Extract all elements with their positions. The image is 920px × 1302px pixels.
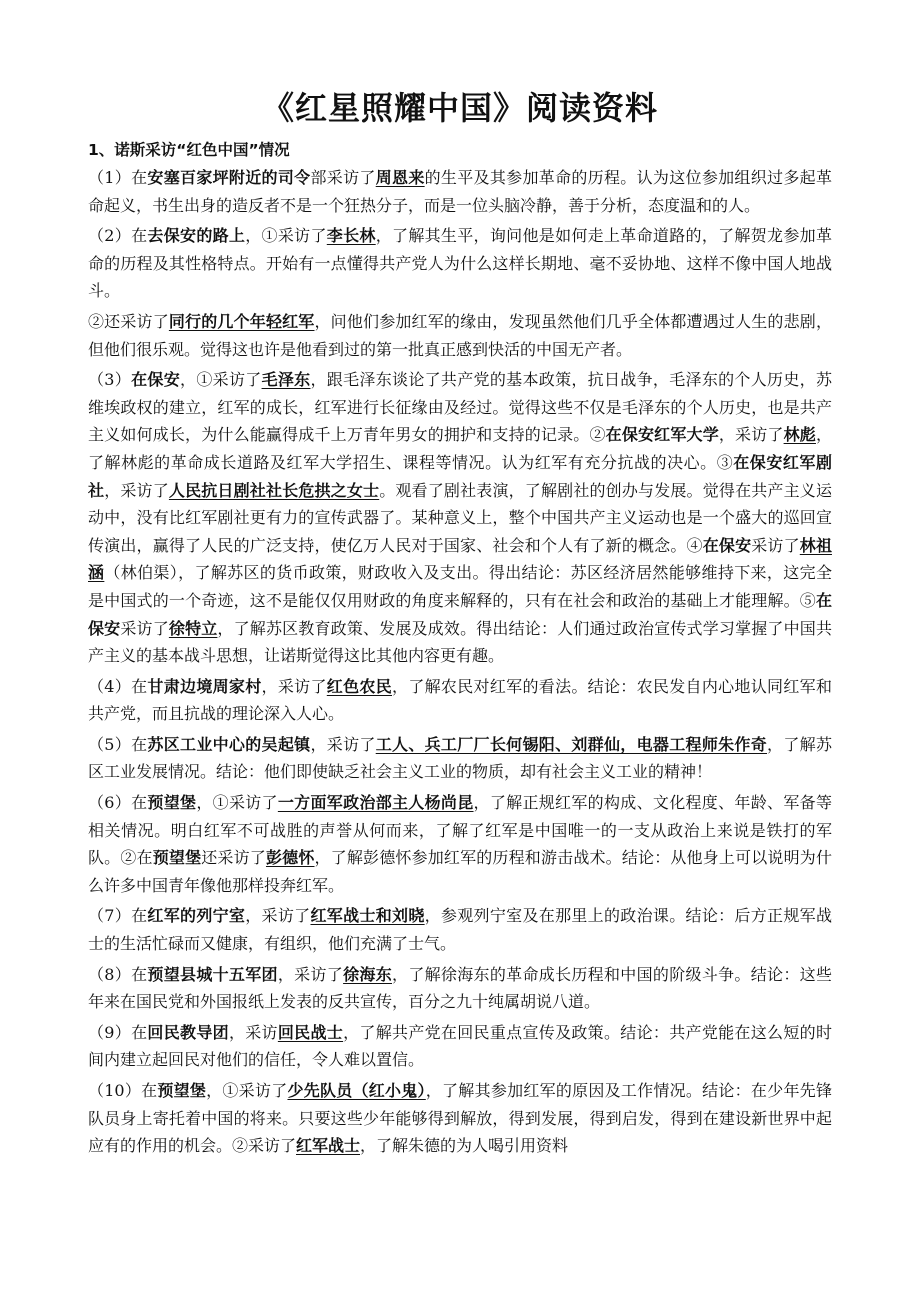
paragraph	[88, 366, 832, 670]
bold-location-text: 预望县城十五军团	[147, 964, 278, 984]
bold-location-text: 回民教导团	[147, 1022, 229, 1042]
paragraph-text: （1）在	[88, 168, 148, 187]
paragraph-text: （林伯渠），了解苏区的货币政策，财政收入及支出。得出结论：苏区经济居然能够维持下来，这完全是中国式的一个奇迹，这不是能仅仅用财政的角度来解释的，只有在社会和政治的基础上才能理解。⑤	[88, 563, 832, 610]
underlined-person-text: 一方面军政治部主人杨尚昆	[277, 793, 474, 813]
paragraph-text: （4）在	[88, 676, 148, 696]
bold-location-text: 预望堡	[147, 793, 197, 813]
bold-location-text: 苏区工业中心的吴起镇	[147, 734, 311, 754]
paragraph-text: ，①采访了	[206, 1081, 288, 1100]
paragraph-text: ，采访	[228, 1022, 278, 1042]
paragraph-text: （10）在	[88, 1081, 158, 1100]
bold-location-text: 预望堡	[152, 848, 202, 868]
paragraph-text: ，了解苏区工业发展情况。结论：他们即使缺乏社会主义工业的物质，却有社会主义工业的精神！	[88, 734, 832, 782]
bold-location-text: 在保安	[702, 535, 752, 555]
paragraph-text: （2）在	[88, 226, 148, 246]
paragraph-text: ，了解农民对红军的看法。结论：农民发自内心地认同红军和共产党，而且抗战的理论深入人心。	[88, 676, 832, 724]
paragraph	[88, 902, 832, 957]
bold-location-text: 甘肃边境周家村	[147, 676, 262, 696]
paragraph-text: ，问他们参加红军的缘由，发现虽然他们几乎全体都遭遇过人生的悲剧，但他们很乐观。觉得这也许是他看到过的第一批真正感到快活的中国无产者。	[88, 311, 832, 359]
paragraph-text: ，采访了	[104, 480, 169, 500]
paragraph-text: 采访了	[751, 535, 800, 555]
underlined-person-text: 李长林	[326, 226, 376, 246]
paragraph-text: ，采访了	[261, 676, 327, 696]
paragraph-text: ，①采访了	[180, 370, 262, 390]
underlined-person-text: 少先队员（红小鬼）	[287, 1081, 426, 1100]
paragraph-text: ，采访了	[310, 734, 376, 754]
paragraph-text: （9）在	[88, 1022, 148, 1042]
paragraph-text: ，了解其参加红军的原因及工作情况。结论：在少年先锋队员身上寄托着中国的将来。只要这些少年能够得到解放，得到发展，得到启发，得到在建设新世界中起应有的作用的机会。②采访了	[88, 1081, 832, 1156]
underlined-person-text: 红军战士	[296, 1136, 361, 1156]
bold-location-text: 安塞百家坪附近的司令	[147, 168, 311, 187]
underlined-person-text: 工人、兵工厂厂长何锡阳、刘群仙，电器工程师朱作奇	[375, 734, 768, 754]
paragraph	[88, 673, 832, 728]
paragraph-text: ，了解林彪的革命成长道路及红军大学招生、课程等情况。认为红军有充分抗战的决心。③	[88, 425, 832, 472]
bold-location-text: 预望堡	[157, 1081, 207, 1100]
document-body	[88, 164, 832, 1160]
paragraph	[88, 1019, 832, 1074]
paragraph-text: （6）在	[88, 793, 148, 813]
paragraph	[88, 961, 832, 1016]
paragraph-text: ，采访了	[245, 906, 311, 926]
paragraph	[88, 308, 832, 363]
paragraph-text: ，了解共产党在回民重点宣传及政策。结论：共产党能在这么短的时间内建立起回民对他们的信任，令人难以置信。	[88, 1022, 832, 1070]
underlined-person-text: 同行的几个年轻红军	[168, 311, 315, 331]
paragraph-text: ②还采访了	[88, 311, 169, 331]
paragraph-text: ，了解正规红军的构成、文化程度、年龄、军备等相关情况。明白红军不可战胜的声誉从何而来，了解了红军是中国唯一的一支从政治上来说是铁打的军队。②在	[88, 793, 832, 868]
bold-location-text: 去保安的路上	[147, 226, 246, 246]
underlined-person-text: 徐特立	[168, 618, 218, 638]
paragraph-text: （7）在	[88, 906, 148, 926]
underlined-person-text: 红色农民	[326, 676, 393, 696]
paragraph-text: 。观看了剧社表演，了解剧社的创办与发展。觉得在共产主义运动中，没有比红军剧社更有力的宣传武器了。某种意义上，整个中国共产主义运动也是一个盛大的巡回宣传演出，赢得了人民的广泛支持，使亿万人民对于国家、社会和个人有了新的概念。④	[88, 480, 832, 555]
underlined-person-text: 徐海东	[343, 964, 393, 984]
paragraph-text: ，①采访了	[245, 226, 327, 246]
underlined-person-text: 周恩来	[375, 168, 425, 187]
paragraph-text: ，了解朱德的为人喝引用资料	[360, 1136, 569, 1156]
paragraph	[88, 1077, 832, 1160]
bold-location-text: 在保安	[88, 590, 832, 638]
paragraph-text: 还采访了	[201, 848, 266, 868]
section-heading: 1、诺斯采访“红色中国”情况	[88, 141, 290, 159]
paragraph-text: 采访了	[120, 618, 169, 638]
underlined-person-text: 人民抗日剧社社长危拱之女士	[168, 480, 380, 500]
paragraph-text: （5）在	[88, 734, 148, 754]
bold-location-text: 在保安红军大学	[605, 425, 719, 445]
paragraph	[88, 731, 832, 786]
paragraph-text: （8）在	[88, 964, 148, 984]
paragraph-text: ，跟毛泽东谈论了共产党的基本政策，抗日战争，毛泽东的个人历史，苏维埃政权的建立，红军的成长，红军进行长征缘由及经过。觉得这些不仅是毛泽东的个人历史，也是共产主义如何成长，为什么能赢得成千上万青年男女的拥护和支持的记录。②	[88, 370, 832, 445]
document-title: 《红星照耀中国》阅读资料	[261, 89, 658, 127]
paragraph-text: ，①采访了	[196, 793, 278, 813]
underlined-person-text: 林彪	[783, 425, 816, 445]
underlined-person-text: 红军战士和刘晓	[310, 906, 425, 926]
paragraph-text: （3）	[88, 370, 132, 390]
paragraph-text: ，采访了	[277, 964, 344, 984]
bold-location-text: 红军的列宁室	[147, 906, 246, 926]
paragraph-text: 的生平及其参加革命的历程。认为这位参加组织过多起革命起义，书生出身的造反者不是一个狂热分子，而是一位头脑冷静，善于分析，态度温和的人。	[88, 168, 832, 215]
paragraph-text: ，参观列宁室及在那里上的政治课。结论：后方正规军战士的生活忙碌而又健康，有组织，他们充满了士气。	[88, 906, 832, 954]
paragraph	[88, 222, 832, 305]
paragraph-text: ，了解苏区教育政策、发展及成效。得出结论：人们通过政治宣传式学习掌握了中国共产主义的基本战斗思想，让诺斯觉得这比其他内容更有趣。	[88, 618, 832, 666]
paragraph-text: ，了解其生平，询问他是如何走上革命道路的，了解贺龙参加革命的历程及其性格特点。开始有一点懂得共产党人为什么这样长期地、毫不妥协地、这样不像中国人地战斗。	[88, 226, 832, 301]
bold-location-text: 在保安红军剧社	[88, 452, 832, 500]
paragraph-text: ，采访了	[718, 425, 784, 445]
underlined-person-text: 回民战士	[277, 1022, 344, 1042]
bold-location-text: 在保安	[131, 370, 181, 390]
underlined-person-text: 林祖涵	[88, 535, 832, 583]
paragraph	[88, 164, 832, 219]
underlined-person-text: 毛泽东	[261, 370, 311, 390]
underlined-person-text: 彭德怀	[265, 848, 315, 868]
paragraph-text: ，了解徐海东的革命成长历程和中国的阶级斗争。结论：这些年来在国民党和外国报纸上发表的反共宣传，百分之九十纯属胡说八道。	[88, 964, 832, 1012]
paragraph-text: ，了解彭德怀参加红军的历程和游击战术。结论：从他身上可以说明为什么许多中国青年像他那样投奔红军。	[88, 848, 832, 895]
paragraph	[88, 789, 832, 899]
paragraph-text: 部采访了	[310, 168, 376, 187]
